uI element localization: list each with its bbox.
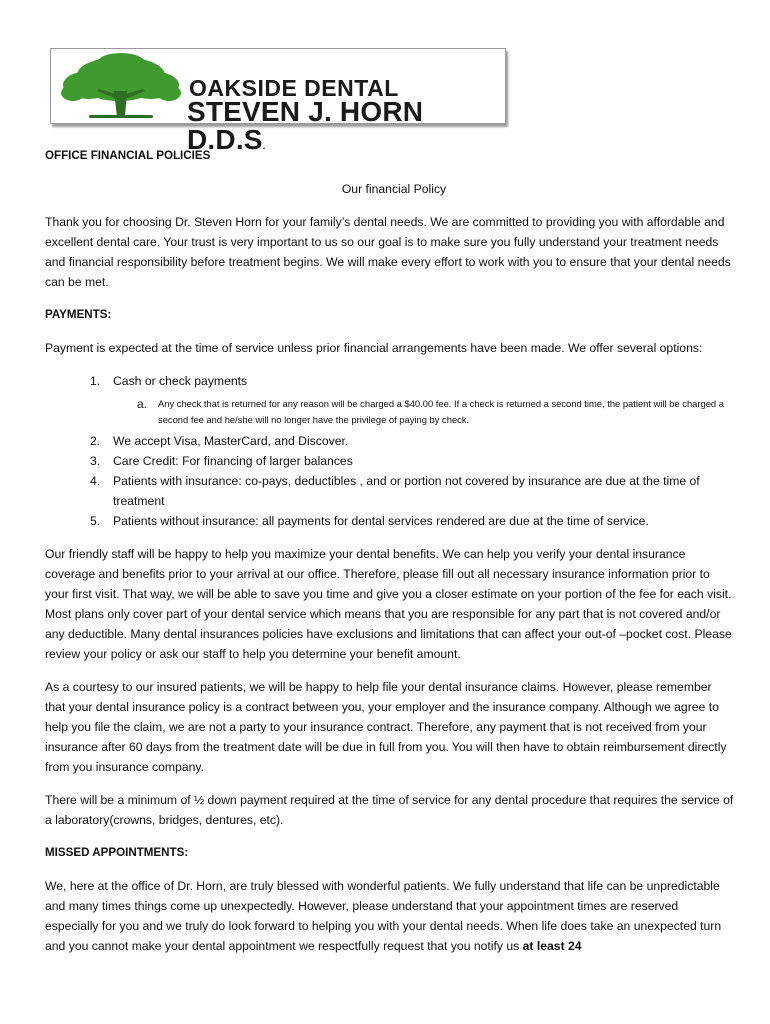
list-item: a. Any check that is returned for any reason will be charged a $40.00 fee. If a check is returned a second time, the patient will be charged a second fee and he/she will no longer have the privilege of paying by check. — [137, 397, 724, 425]
claims-paragraph: As a courtesy to our insured patients, we will be happy to help file your dental insurance claims. However, please remember that your dental insurance policy is a contract between you, your employer and the insurance company. Although we agree to help you file the claim, we are not a party to your insurance contract. Therefore, any payment that is not received from your insurance after 60 days from the treatment date will be due in full from you. You will then have to obtain reimbursement directly from you insurance company. — [45, 680, 727, 774]
payment-options-list — [45, 371, 735, 391]
logo-doctor-name: STEVEN J. HORN D.D.S. — [187, 96, 424, 155]
list-item: 2. We accept Visa, MasterCard, and Discover. — [90, 434, 349, 448]
practice-logo — [50, 48, 506, 155]
oak-tree-icon — [59, 51, 183, 121]
list-item: 5. Patients without insurance: all payments for dental services rendered are due at the time of service. — [90, 514, 649, 528]
logo-period: . — [262, 141, 266, 151]
logo-practice-name: OAKSIDE DENTAL — [189, 75, 399, 101]
list-item: 4. Patients with insurance: co-pays, deductibles , and or portion not covered by insurance are due at the time of treatment — [90, 474, 700, 508]
down-payment-paragraph: There will be a minimum of ½ down payment required at the time of service for any dental procedure that requires the service of a laboratory(crowns, bridges, dentures, etc). — [45, 793, 734, 827]
insurance-paragraph: Our friendly staff will be happy to help you maximize your dental benefits. We can help you verify your dental insurance coverage and benefits prior to your arrival at our office. Therefore, please fill out all necessary insurance information prior to your first visit. That way, we will be able to save you time and give you a closer estimate on your portion of the fee for each visit. Most plans only cover part of your dental service which means that you are responsible for any part that is not covered and/or any deductible. Many dental insurances policies have exclusions and limitations that can affect your out-of –pocket cost. Please review your policy or ask our staff to help you determine your benefit amount. — [45, 547, 732, 661]
list-item: 3. Care Credit: For financing of larger balances — [90, 454, 353, 468]
missed-appointments-paragraph: We, here at the office of Dr. Horn, are truly blessed with wonderful patients. We fully understand that life can be unpredictable and many times things come up unexpectedly. However, please understand that your appointment times are reserved especially for you and we truly do look forward to helping you with your dental needs. When life does take an unexpected turn and you cannot make your dental appointment we respectfully request that you notify us at least 24 — [45, 879, 722, 953]
missed-appointments-heading: MISSED APPOINTMENTS: — [45, 846, 189, 859]
check-policy-sublist — [45, 396, 735, 428]
page-subtitle: Our financial Policy — [341, 182, 447, 196]
page-title: OFFICE FINANCIAL POLICIES — [45, 149, 211, 162]
payments-paragraph: Payment is expected at the time of service unless prior financial arrangements have been made. We offer several options: — [45, 341, 703, 355]
policy-document — [45, 146, 735, 969]
intro-paragraph: Thank you for choosing Dr. Steven Horn for your family’s dental needs. We are committed to providing you with affordable and excellent dental care. Your trust is very important to us so our goal is to make sure you fully understand your treatment needs and financial responsibility before treatment begins. We will make every effort to work with you to ensure that your dental needs can be met. — [45, 215, 731, 289]
payment-options-list-continued — [45, 431, 735, 531]
payments-heading: PAYMENTS: — [45, 308, 112, 321]
list-item: 1. Cash or check payments — [90, 374, 248, 388]
